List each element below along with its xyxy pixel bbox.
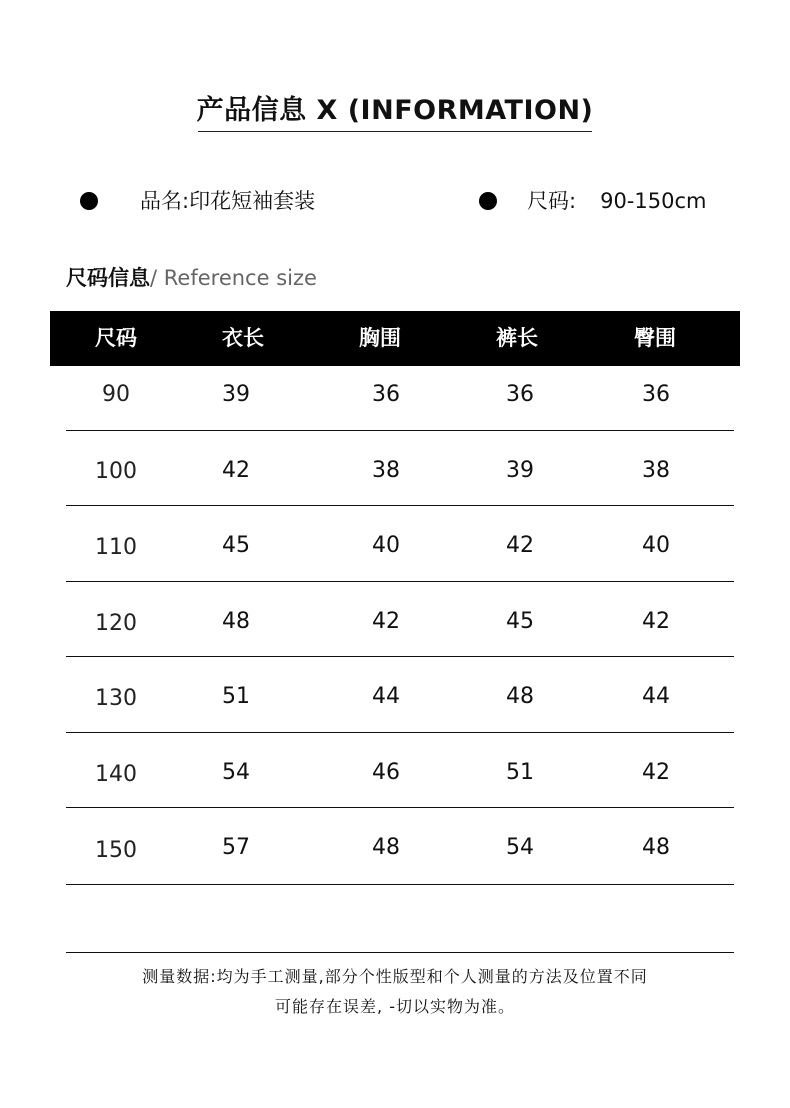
table-row	[66, 656, 734, 733]
footer-divider	[66, 952, 734, 953]
table-cell: 120	[95, 611, 137, 636]
table-cell: 48	[642, 835, 670, 860]
section-heading-separator: /	[150, 266, 164, 290]
size-table-header	[50, 311, 740, 366]
table-row	[66, 732, 734, 808]
table-cell: 36	[372, 382, 400, 407]
product-info-row	[0, 183, 790, 219]
table-cell: 150	[95, 838, 137, 863]
table-cell: 90	[102, 382, 130, 407]
table-row	[66, 430, 734, 506]
table-cell: 44	[642, 684, 670, 709]
bullet-dot-icon	[479, 192, 497, 210]
table-cell: 42	[642, 609, 670, 634]
size-range-label: 尺码:	[527, 189, 577, 213]
product-size-range	[527, 187, 706, 215]
table-cell: 57	[222, 835, 250, 860]
table-cell: 40	[642, 533, 670, 558]
table-cell: 51	[506, 760, 534, 785]
table-cell: 42	[642, 760, 670, 785]
table-cell: 48	[222, 609, 250, 634]
section-heading	[66, 264, 317, 292]
table-cell: 45	[506, 609, 534, 634]
table-cell: 51	[222, 684, 250, 709]
table-cell: 36	[506, 382, 534, 407]
column-header: 裤长	[496, 326, 538, 350]
page-title: 产品信息 X (INFORMATION)	[196, 95, 594, 126]
table-row	[66, 505, 734, 582]
bullet-dot-icon	[80, 192, 98, 210]
product-name	[140, 187, 315, 215]
section-heading-en: Reference size	[163, 266, 317, 290]
size-range-value: 90-150cm	[600, 189, 707, 213]
table-cell: 48	[372, 835, 400, 860]
table-cell: 40	[372, 533, 400, 558]
table-row	[66, 581, 734, 657]
table-cell: 38	[372, 458, 400, 483]
table-cell: 38	[642, 458, 670, 483]
footer-note-line-1: 测量数据:均为手工测量,部分个性版型和个人测量的方法及位置不同	[142, 967, 648, 986]
table-cell: 54	[222, 760, 250, 785]
table-row	[66, 366, 734, 431]
table-cell: 42	[372, 609, 400, 634]
table-cell: 42	[506, 533, 534, 558]
table-cell: 39	[506, 458, 534, 483]
table-cell: 130	[95, 686, 137, 711]
product-name-label: 品名:	[140, 189, 190, 213]
table-cell: 48	[506, 684, 534, 709]
column-header: 尺码	[95, 326, 137, 350]
column-header: 臀围	[634, 326, 676, 350]
title-underline	[198, 131, 592, 132]
table-cell: 36	[642, 382, 670, 407]
table-cell: 44	[372, 684, 400, 709]
column-header: 衣长	[222, 326, 264, 350]
table-cell: 110	[95, 535, 137, 560]
footer-note-line-2: 可能存在误差, -切以实物为准。	[275, 997, 515, 1016]
table-cell: 140	[95, 762, 137, 787]
table-cell: 100	[95, 459, 137, 484]
section-heading-cn: 尺码信息	[66, 266, 150, 290]
table-cell: 46	[372, 760, 400, 785]
table-cell: 42	[222, 458, 250, 483]
table-row	[66, 807, 734, 885]
table-cell: 39	[222, 382, 250, 407]
column-header: 胸围	[359, 326, 401, 350]
product-name-value: 印花短袖套装	[189, 189, 316, 213]
table-cell: 54	[506, 835, 534, 860]
table-cell: 45	[222, 533, 250, 558]
